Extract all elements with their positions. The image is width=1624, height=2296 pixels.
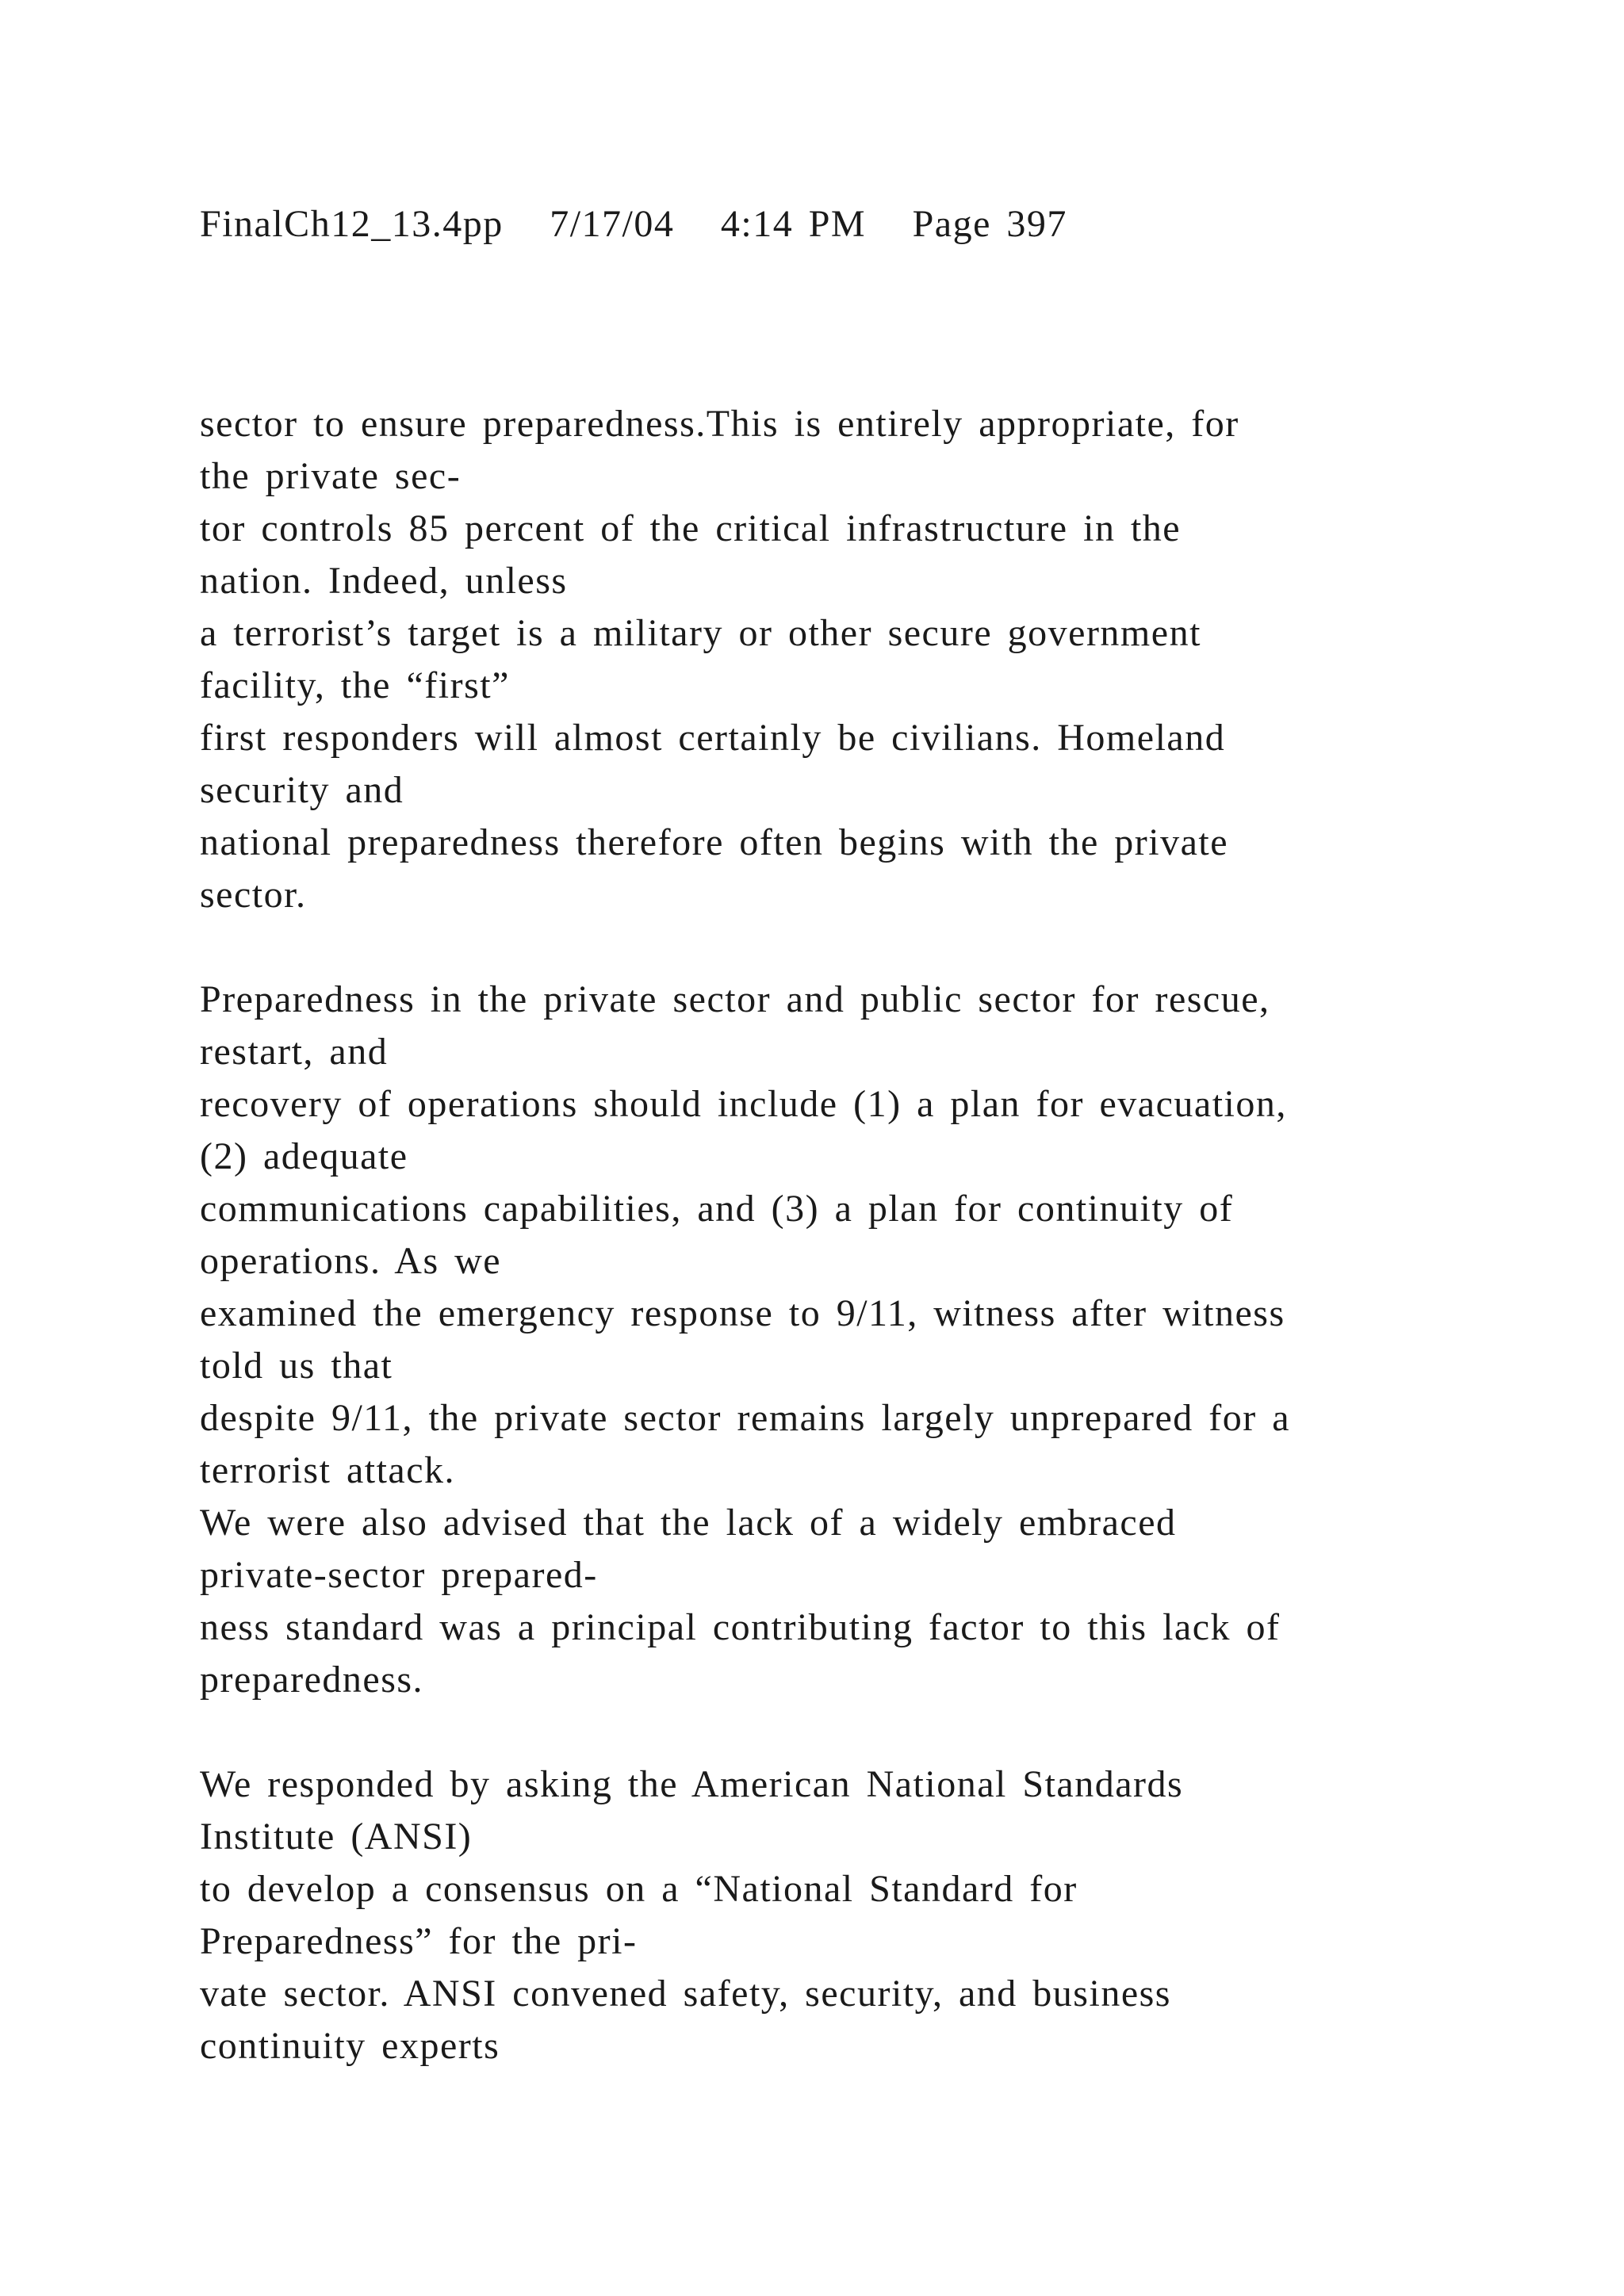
text-line: ness standard was a principal contributing factor to this lack of	[200, 1606, 1281, 1648]
text-line: We were also advised that the lack of a widely embraced	[200, 1502, 1177, 1544]
text-line: Preparedness” for the pri-	[200, 1920, 638, 1962]
text-line: first responders will almost certainly be civilians. Homeland	[200, 717, 1226, 759]
text-line: vate sector. ANSI convened safety, security, and business	[200, 1973, 1171, 2015]
text-line: sector to ensure preparedness.This is entirely appropriate, for	[200, 403, 1239, 445]
text-line: terrorist attack.	[200, 1449, 456, 1491]
document-page	[200, 198, 1500, 2072]
text-line: operations. As we	[200, 1240, 502, 1282]
text-line: communications capabilities, and (3) a plan for continuity of	[200, 1188, 1234, 1230]
text-line: tor controls 85 percent of the critical infrastructure in the	[200, 507, 1182, 549]
body-text	[200, 398, 1500, 2072]
text-line: national preparedness therefore often begins with the private	[200, 821, 1229, 863]
text-line: continuity experts	[200, 2025, 500, 2067]
text-line: Preparedness in the private sector and public sector for rescue,	[200, 978, 1270, 1020]
text-line: Institute (ANSI)	[200, 1816, 473, 1858]
text-line: private-sector prepared-	[200, 1554, 598, 1596]
paragraph-3	[200, 1758, 1500, 2072]
text-line: a terrorist’s target is a military or other secure government	[200, 612, 1201, 654]
text-line: preparedness.	[200, 1659, 424, 1701]
text-line: nation. Indeed, unless	[200, 560, 568, 602]
text-line: We responded by asking the American National Standards	[200, 1763, 1184, 1805]
running-header: FinalCh12_13.4pp 7/17/04 4:14 PM Page 397	[200, 203, 1067, 245]
text-line: sector.	[200, 874, 307, 916]
text-line: the private sec-	[200, 455, 462, 497]
paragraph-1	[200, 398, 1500, 921]
text-line: examined the emergency response to 9/11, witness after witness	[200, 1292, 1285, 1334]
text-line: (2) adequate	[200, 1135, 408, 1177]
paragraph-2	[200, 974, 1500, 1706]
text-line: to develop a consensus on a “National Standard for	[200, 1868, 1078, 1910]
text-line: facility, the “first”	[200, 664, 510, 706]
text-line: security and	[200, 769, 404, 811]
text-line: told us that	[200, 1345, 393, 1387]
text-line: recovery of operations should include (1) a plan for evacuation,	[200, 1083, 1287, 1125]
text-line: despite 9/11, the private sector remains largely unprepared for a	[200, 1397, 1291, 1439]
text-line: restart, and	[200, 1031, 389, 1073]
